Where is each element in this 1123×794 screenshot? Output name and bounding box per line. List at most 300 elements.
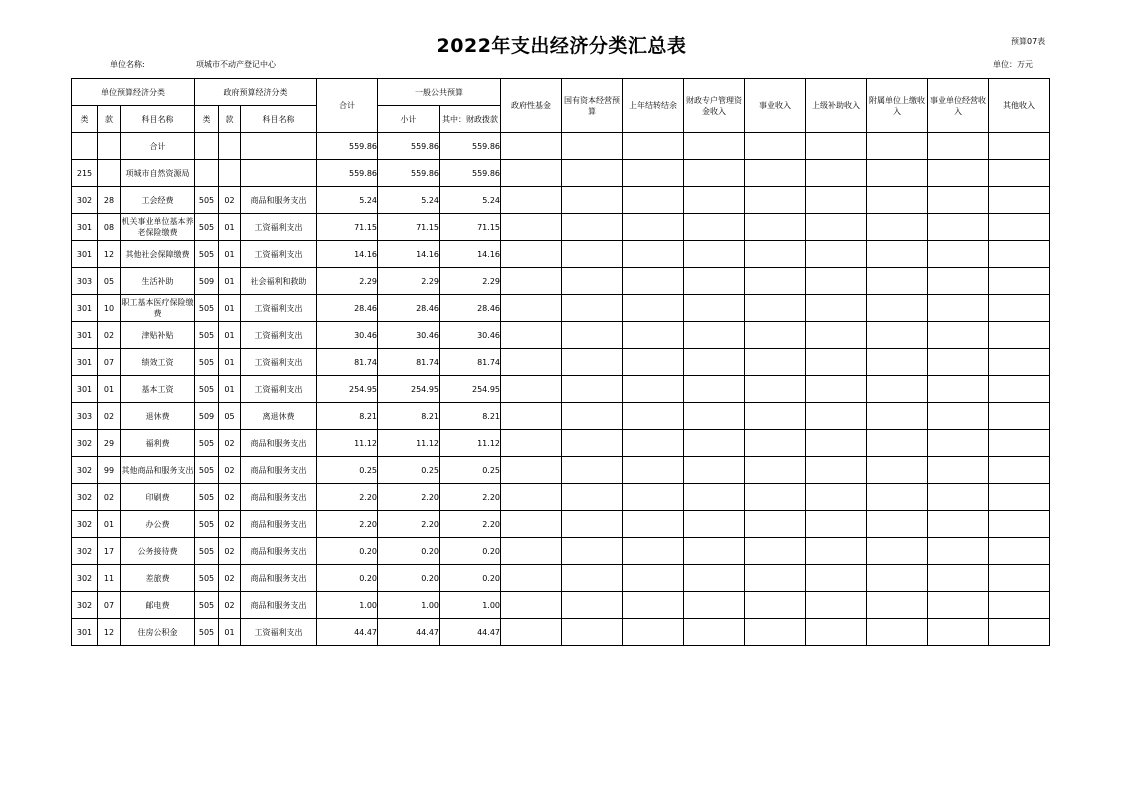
cell-subject-name: 基本工资 [121,376,195,403]
cell-gov-kuan: 01 [219,241,241,268]
cell-lei: 301 [72,619,98,646]
cell-superior-subsidy [806,268,867,295]
cell-fiscal-allocation: 2.20 [440,484,501,511]
cell-fiscal-allocation: 559.86 [440,133,501,160]
cell-other-income [989,349,1050,376]
cell-special-account [684,565,745,592]
cell-gov-lei: 505 [195,241,219,268]
cell-carryover [623,349,684,376]
cell-total: 2.20 [317,484,378,511]
cell-affiliated-income [867,349,928,376]
cell-lei: 302 [72,430,98,457]
cell-total: 0.20 [317,565,378,592]
cell-gov-kuan: 01 [219,268,241,295]
cell-operating-income [928,322,989,349]
table-row [72,160,1050,187]
cell-business-income [745,160,806,187]
cell-subtotal: 0.20 [378,538,440,565]
cell-total: 2.20 [317,511,378,538]
cell-total: 11.12 [317,430,378,457]
cell-kuan: 02 [98,484,121,511]
cell-business-income [745,484,806,511]
cell-fiscal-allocation: 0.20 [440,565,501,592]
cell-business-income [745,295,806,322]
cell-affiliated-income [867,403,928,430]
cell-gov-kuan: 02 [219,430,241,457]
cell-kuan [98,160,121,187]
cell-other-income [989,268,1050,295]
header-subject-name: 科目名称 [121,106,195,133]
cell-subtotal: 2.20 [378,484,440,511]
cell-gov-fund [501,457,562,484]
cell-operating-income [928,214,989,241]
cell-gov-kuan: 01 [219,322,241,349]
cell-state-capital [562,484,623,511]
cell-gov-fund [501,295,562,322]
cell-other-income [989,511,1050,538]
cell-affiliated-income [867,322,928,349]
cell-other-income [989,430,1050,457]
cell-affiliated-income [867,430,928,457]
header-general-budget: 一般公共预算 [378,79,501,106]
cell-carryover [623,538,684,565]
header-gov-classification: 政府预算经济分类 [195,79,317,106]
cell-kuan: 12 [98,619,121,646]
cell-operating-income [928,187,989,214]
cell-gov-kuan: 02 [219,511,241,538]
cell-superior-subsidy [806,484,867,511]
cell-affiliated-income [867,376,928,403]
cell-subject-name: 住房公积金 [121,619,195,646]
cell-gov-subject-name: 社会福利和救助 [241,268,317,295]
header-other-income: 其他收入 [989,79,1050,133]
cell-business-income [745,592,806,619]
cell-special-account [684,322,745,349]
header-gov-kuan: 款 [219,106,241,133]
cell-business-income [745,268,806,295]
cell-subject-name: 机关事业单位基本养老保险缴费 [121,214,195,241]
cell-fiscal-allocation: 30.46 [440,322,501,349]
cell-total: 254.95 [317,376,378,403]
cell-gov-kuan [219,160,241,187]
cell-operating-income [928,430,989,457]
table-row [72,430,1050,457]
cell-superior-subsidy [806,538,867,565]
cell-subtotal: 254.95 [378,376,440,403]
cell-superior-subsidy [806,295,867,322]
cell-subject-name: 印刷费 [121,484,195,511]
cell-affiliated-income [867,592,928,619]
header-total: 合计 [317,79,378,133]
cell-gov-subject-name [241,133,317,160]
cell-operating-income [928,511,989,538]
cell-kuan: 05 [98,268,121,295]
cell-state-capital [562,430,623,457]
cell-gov-lei: 505 [195,295,219,322]
cell-state-capital [562,538,623,565]
cell-business-income [745,457,806,484]
cell-fiscal-allocation: 44.47 [440,619,501,646]
currency-unit: 单位：万元 [993,60,1033,69]
cell-lei: 302 [72,538,98,565]
cell-operating-income [928,268,989,295]
cell-gov-fund [501,322,562,349]
cell-gov-subject-name: 商品和服务支出 [241,187,317,214]
cell-gov-lei: 505 [195,322,219,349]
cell-gov-kuan: 01 [219,295,241,322]
cell-kuan: 29 [98,430,121,457]
cell-state-capital [562,376,623,403]
table-row [72,511,1050,538]
cell-affiliated-income [867,268,928,295]
cell-gov-fund [501,538,562,565]
table-row [72,619,1050,646]
cell-carryover [623,214,684,241]
cell-state-capital [562,187,623,214]
header-gov-fund: 政府性基金 [501,79,562,133]
cell-operating-income [928,403,989,430]
cell-business-income [745,322,806,349]
cell-special-account [684,214,745,241]
cell-subtotal: 30.46 [378,322,440,349]
cell-gov-fund [501,619,562,646]
cell-superior-subsidy [806,187,867,214]
table-row [72,484,1050,511]
table-row [72,538,1050,565]
cell-other-income [989,214,1050,241]
cell-affiliated-income [867,619,928,646]
cell-affiliated-income [867,133,928,160]
cell-gov-fund [501,484,562,511]
cell-total: 0.20 [317,538,378,565]
cell-fiscal-allocation: 71.15 [440,214,501,241]
cell-affiliated-income [867,160,928,187]
cell-gov-kuan: 01 [219,214,241,241]
cell-carryover [623,484,684,511]
cell-gov-fund [501,511,562,538]
cell-other-income [989,403,1050,430]
cell-superior-subsidy [806,457,867,484]
cell-other-income [989,538,1050,565]
header-fiscal-allocation: 其中：财政拨款 [440,106,501,133]
cell-kuan: 10 [98,295,121,322]
table-row [72,457,1050,484]
table-row [72,295,1050,322]
header-gov-lei: 类 [195,106,219,133]
cell-other-income [989,133,1050,160]
cell-other-income [989,295,1050,322]
cell-gov-fund [501,403,562,430]
cell-subject-name: 项城市自然资源局 [121,160,195,187]
cell-business-income [745,214,806,241]
cell-fiscal-allocation: 81.74 [440,349,501,376]
cell-gov-lei: 505 [195,214,219,241]
cell-state-capital [562,457,623,484]
cell-gov-fund [501,430,562,457]
form-code: 预算07表 [1011,37,1046,46]
cell-gov-subject-name: 工资福利支出 [241,241,317,268]
cell-business-income [745,619,806,646]
cell-carryover [623,133,684,160]
cell-total: 559.86 [317,160,378,187]
cell-subtotal: 2.20 [378,511,440,538]
cell-subject-name: 工会经费 [121,187,195,214]
cell-total: 1.00 [317,592,378,619]
cell-gov-kuan: 02 [219,457,241,484]
cell-lei: 303 [72,268,98,295]
cell-kuan: 28 [98,187,121,214]
cell-subject-name: 绩效工资 [121,349,195,376]
cell-special-account [684,187,745,214]
cell-affiliated-income [867,538,928,565]
cell-other-income [989,376,1050,403]
cell-subject-name: 退休费 [121,403,195,430]
cell-gov-subject-name: 工资福利支出 [241,619,317,646]
cell-superior-subsidy [806,592,867,619]
cell-gov-subject-name: 商品和服务支出 [241,511,317,538]
cell-carryover [623,241,684,268]
cell-special-account [684,268,745,295]
header-superior-subsidy: 上级补助收入 [806,79,867,133]
cell-gov-subject-name: 工资福利支出 [241,349,317,376]
cell-state-capital [562,511,623,538]
cell-gov-fund [501,376,562,403]
table-row [72,565,1050,592]
cell-special-account [684,403,745,430]
cell-subtotal: 0.25 [378,457,440,484]
table-row [72,214,1050,241]
cell-affiliated-income [867,241,928,268]
cell-business-income [745,133,806,160]
cell-gov-lei [195,133,219,160]
cell-gov-lei: 505 [195,511,219,538]
cell-carryover [623,376,684,403]
cell-gov-kuan: 05 [219,403,241,430]
cell-carryover [623,160,684,187]
cell-total: 559.86 [317,133,378,160]
cell-carryover [623,457,684,484]
cell-gov-kuan: 01 [219,376,241,403]
cell-special-account [684,349,745,376]
cell-other-income [989,241,1050,268]
cell-kuan: 11 [98,565,121,592]
cell-gov-lei: 505 [195,187,219,214]
cell-operating-income [928,160,989,187]
cell-carryover [623,268,684,295]
cell-carryover [623,592,684,619]
cell-state-capital [562,160,623,187]
cell-fiscal-allocation: 2.20 [440,511,501,538]
cell-business-income [745,430,806,457]
cell-other-income [989,592,1050,619]
cell-other-income [989,565,1050,592]
cell-carryover [623,619,684,646]
cell-special-account [684,160,745,187]
cell-gov-subject-name: 商品和服务支出 [241,430,317,457]
cell-subject-name: 办公费 [121,511,195,538]
cell-gov-lei: 505 [195,457,219,484]
cell-total: 0.25 [317,457,378,484]
cell-subtotal: 8.21 [378,403,440,430]
cell-total: 28.46 [317,295,378,322]
cell-carryover [623,187,684,214]
cell-kuan: 02 [98,403,121,430]
cell-gov-kuan: 02 [219,187,241,214]
cell-kuan: 12 [98,241,121,268]
table-row [72,376,1050,403]
cell-special-account [684,133,745,160]
cell-operating-income [928,349,989,376]
cell-kuan: 02 [98,322,121,349]
cell-kuan: 08 [98,214,121,241]
cell-subtotal: 44.47 [378,619,440,646]
cell-kuan [98,133,121,160]
cell-affiliated-income [867,295,928,322]
cell-state-capital [562,565,623,592]
cell-special-account [684,511,745,538]
cell-business-income [745,241,806,268]
cell-gov-subject-name [241,160,317,187]
cell-other-income [989,484,1050,511]
header-state-capital: 国有资本经营预算 [562,79,623,133]
cell-gov-kuan: 02 [219,484,241,511]
cell-fiscal-allocation: 0.25 [440,457,501,484]
cell-fiscal-allocation: 14.16 [440,241,501,268]
cell-gov-lei: 505 [195,592,219,619]
cell-subject-name: 其他商品和服务支出 [121,457,195,484]
cell-subtotal: 71.15 [378,214,440,241]
cell-special-account [684,619,745,646]
cell-fiscal-allocation: 11.12 [440,430,501,457]
cell-gov-fund [501,268,562,295]
cell-operating-income [928,241,989,268]
cell-gov-lei: 509 [195,268,219,295]
cell-gov-kuan: 02 [219,538,241,565]
cell-lei: 302 [72,511,98,538]
cell-subtotal: 28.46 [378,295,440,322]
expenditure-table [71,78,1050,646]
cell-business-income [745,565,806,592]
cell-fiscal-allocation: 254.95 [440,376,501,403]
cell-gov-lei: 509 [195,403,219,430]
cell-fiscal-allocation: 28.46 [440,295,501,322]
cell-subtotal: 1.00 [378,592,440,619]
table-row [72,322,1050,349]
cell-gov-kuan: 02 [219,592,241,619]
cell-other-income [989,619,1050,646]
cell-lei: 302 [72,592,98,619]
cell-state-capital [562,241,623,268]
cell-operating-income [928,295,989,322]
cell-subtotal: 0.20 [378,565,440,592]
cell-kuan: 01 [98,376,121,403]
cell-lei: 302 [72,457,98,484]
cell-gov-fund [501,133,562,160]
cell-kuan: 01 [98,511,121,538]
cell-affiliated-income [867,187,928,214]
cell-state-capital [562,295,623,322]
cell-affiliated-income [867,214,928,241]
cell-gov-fund [501,565,562,592]
cell-state-capital [562,214,623,241]
cell-gov-subject-name: 离退休费 [241,403,317,430]
header-gov-subject-name: 科目名称 [241,106,317,133]
cell-subtotal: 2.29 [378,268,440,295]
header-subtotal: 小计 [378,106,440,133]
cell-superior-subsidy [806,376,867,403]
cell-gov-lei [195,160,219,187]
cell-carryover [623,511,684,538]
cell-gov-lei: 505 [195,349,219,376]
cell-state-capital [562,403,623,430]
cell-carryover [623,565,684,592]
cell-lei: 301 [72,214,98,241]
cell-kuan: 17 [98,538,121,565]
cell-carryover [623,430,684,457]
cell-gov-subject-name: 商品和服务支出 [241,538,317,565]
cell-fiscal-allocation: 559.86 [440,160,501,187]
cell-subject-name: 职工基本医疗保险缴费 [121,295,195,322]
cell-carryover [623,403,684,430]
cell-total: 81.74 [317,349,378,376]
cell-other-income [989,160,1050,187]
table-row [72,403,1050,430]
cell-affiliated-income [867,565,928,592]
cell-kuan: 07 [98,349,121,376]
cell-total: 71.15 [317,214,378,241]
cell-carryover [623,295,684,322]
cell-total: 14.16 [317,241,378,268]
cell-subject-name: 差旅费 [121,565,195,592]
cell-operating-income [928,457,989,484]
cell-state-capital [562,133,623,160]
cell-gov-fund [501,241,562,268]
cell-lei: 302 [72,187,98,214]
cell-gov-fund [501,160,562,187]
cell-other-income [989,322,1050,349]
header-kuan: 款 [98,106,121,133]
cell-gov-kuan: 02 [219,565,241,592]
cell-gov-subject-name: 商品和服务支出 [241,592,317,619]
cell-total: 5.24 [317,187,378,214]
cell-affiliated-income [867,484,928,511]
cell-special-account [684,484,745,511]
cell-superior-subsidy [806,403,867,430]
cell-gov-subject-name: 商品和服务支出 [241,565,317,592]
cell-gov-kuan [219,133,241,160]
cell-operating-income [928,484,989,511]
cell-superior-subsidy [806,160,867,187]
cell-special-account [684,538,745,565]
cell-superior-subsidy [806,133,867,160]
header-carryover: 上年结转结余 [623,79,684,133]
cell-special-account [684,376,745,403]
cell-gov-subject-name: 商品和服务支出 [241,484,317,511]
cell-gov-lei: 505 [195,619,219,646]
unit-name-value: 项城市不动产登记中心 [196,60,276,69]
cell-lei: 301 [72,241,98,268]
cell-fiscal-allocation: 1.00 [440,592,501,619]
cell-superior-subsidy [806,430,867,457]
cell-lei [72,133,98,160]
cell-subject-name: 合计 [121,133,195,160]
cell-fiscal-allocation: 0.20 [440,538,501,565]
cell-total: 2.29 [317,268,378,295]
header-operating-income: 事业单位经营收入 [928,79,989,133]
cell-affiliated-income [867,457,928,484]
header-business-income: 事业收入 [745,79,806,133]
cell-subject-name: 福利费 [121,430,195,457]
